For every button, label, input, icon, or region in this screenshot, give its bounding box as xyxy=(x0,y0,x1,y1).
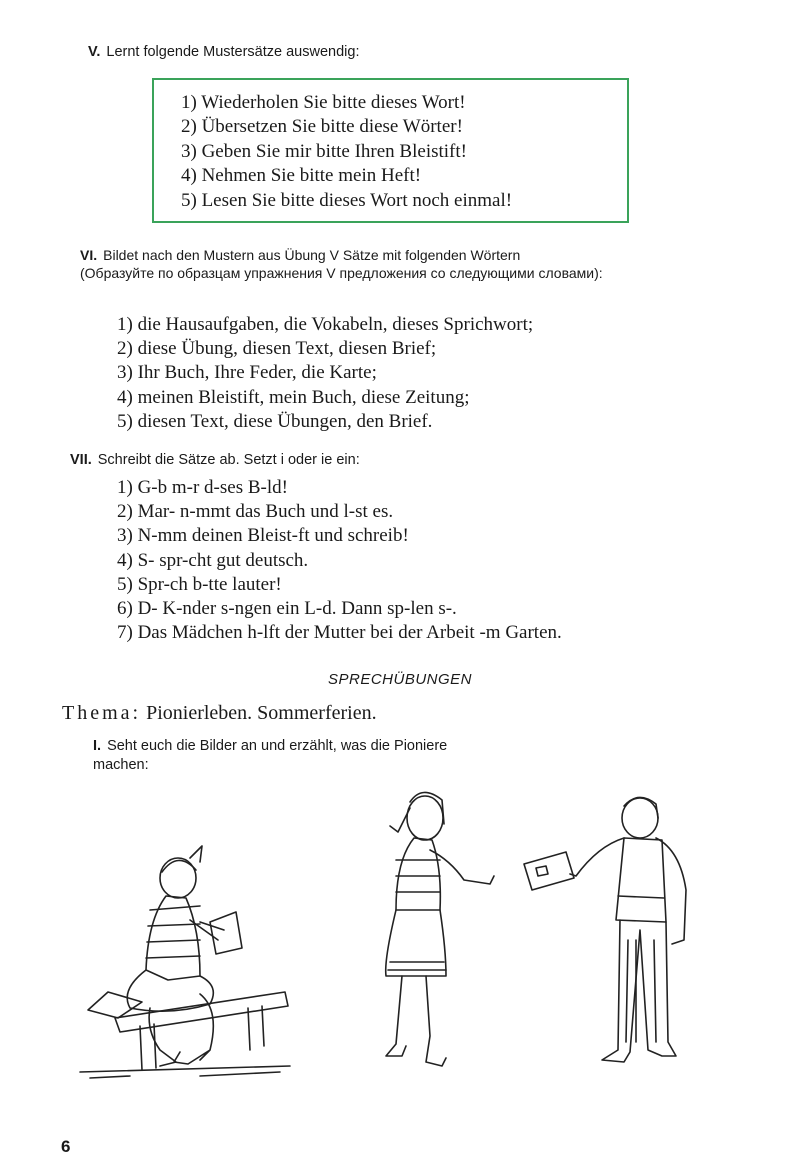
exercise-instruction: Bildet nach den Mustern aus Übung V Sätze mit folgenden Wörtern xyxy=(103,247,521,263)
model-sentences-box xyxy=(152,78,629,223)
list-item: 5) diesen Text, diese Übungen, den Brief. xyxy=(117,410,433,432)
exercise-i-heading xyxy=(93,737,453,775)
list-item: 3) Ihr Buch, Ihre Feder, die Karte; xyxy=(117,362,377,384)
list-item: 1) die Hausaufgaben, die Vokabeln, dieses Sprichwort; xyxy=(117,314,534,335)
exercise-number: VI. xyxy=(80,247,98,263)
list-item: 6) D- K-nder s-ngen ein L-d. Dann sp-len s-. xyxy=(117,598,457,620)
list-item: 5) Lesen Sie bitte dieses Wort noch einmal! xyxy=(181,189,513,211)
list-item: 4) S- spr-cht gut deutsch. xyxy=(117,549,309,571)
exercise-v-heading xyxy=(88,43,359,62)
exercise-vi-list xyxy=(117,313,533,434)
exercise-instruction: Lernt folgende Mustersätze auswendig: xyxy=(106,44,360,60)
list-item: 4) meinen Bleistift, mein Buch, diese Zeitung; xyxy=(117,386,470,408)
reading-girl-figure xyxy=(80,846,290,1078)
section-title: SPRECHÜBUNGEN xyxy=(327,671,473,688)
theme-line xyxy=(62,702,377,725)
standing-girl-figure xyxy=(386,792,494,1066)
exercise-vii-heading xyxy=(70,451,360,470)
exercise-vi-heading xyxy=(80,247,730,282)
list-item: 1) Wiederholen Sie bitte dieses Wort! xyxy=(181,92,466,113)
theme-text: Pionierleben. Sommerferien. xyxy=(146,702,377,724)
pioneers-illustration-icon xyxy=(50,780,750,1090)
list-item: 2) Mar- n-mmt das Buch und l-st es. xyxy=(117,501,394,523)
theme-label: Thema: xyxy=(62,702,142,724)
list-item: 4) Nehmen Sie bitte mein Heft! xyxy=(181,165,422,187)
list-item: 7) Das Mädchen h-lft der Mutter bei der Arbeit -m Garten. xyxy=(117,622,562,644)
exercise-number: I. xyxy=(93,738,102,754)
exercise-number: V. xyxy=(88,44,101,60)
list-item: 2) diese Übung, diesen Text, diesen Brief; xyxy=(117,338,437,360)
exercise-number: VII. xyxy=(70,452,92,468)
list-item: 2) Übersetzen Sie bitte diese Wörter! xyxy=(181,116,463,138)
exercise-instruction: Schreibt die Sätze ab. Setzt i oder ie ein: xyxy=(97,452,360,468)
exercise-instruction: Seht euch die Bilder an und erzählt, was die Pioniere machen: xyxy=(93,738,448,773)
exercise-vii-list xyxy=(117,476,562,645)
page-number: 6 xyxy=(61,1137,71,1156)
exercise-instruction-russian: (Образуйте по образцам упражнения V предложения со следующими словами): xyxy=(80,264,603,281)
list-item: 3) N-mm deinen Bleist-ft und schreib! xyxy=(117,525,409,547)
model-sentences-list xyxy=(154,80,627,213)
list-item: 1) G-b m-r d-ses B-ld! xyxy=(117,477,288,498)
list-item: 3) Geben Sie mir bitte Ihren Bleistift! xyxy=(181,140,467,162)
list-item: 5) Spr-ch b-tte lauter! xyxy=(117,573,282,595)
standing-boy-figure xyxy=(524,797,686,1062)
